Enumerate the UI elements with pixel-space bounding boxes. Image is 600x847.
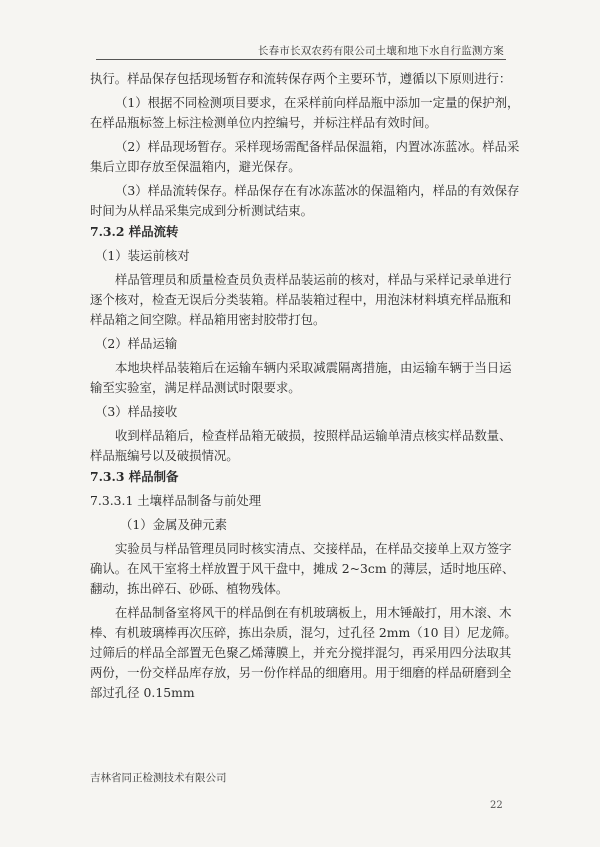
- subsection-title-pre-shipment: （1）装运前核对: [95, 248, 190, 263]
- paragraph-transport: 本地块样品装箱后在运输车辆内采取减震隔离措施，由运输车辆于当日运输至实验室，满足样品测试时限要求。: [90, 360, 512, 395]
- footer-company: 吉林省同正检测技术有限公司: [90, 772, 227, 784]
- paragraph-preservative: （1）根据不同检测项目要求，在采样前向样品瓶中添加一定量的保护剂，在样品瓶标签上标注检测单位内控编号，并标注样品有效时间。: [90, 95, 520, 130]
- paragraph-pre-shipment: 样品管理员和质量检查员负责样品装运前的核对，样品与采样记录单进行逐个核对，检查无误后分类装箱。样品装箱过程中，用泡沫材料填充样品瓶和样品箱之间空隙。样品箱用密封胶带打包。: [90, 272, 512, 327]
- header-title: 长春市长双农药有限公司土壤和地下水自行监测方案: [257, 45, 504, 57]
- subsection-title-metals: （1）金属及砷元素: [120, 517, 228, 532]
- paragraph-preservation-intro: 执行。样品保存包括现场暂存和流转保存两个主要环节，遵循以下原则进行：: [90, 71, 512, 86]
- paragraph-grinding: 在样品制备室将风干的样品倒在有机玻璃板上，用木锤敲打，用木滚、木棒、有机玻璃棒再次压碎，拣出杂质，混匀，过孔径 2mm（10 目）尼龙筛。过筛后的样品全部置无色聚乙烯薄膜上，并充分搅拌混匀，再采用四分法取其两份，一份交样品库存放，另一份作样品的细磨用。用于细磨的样品研磨到全部过孔径 0.15mm: [90, 605, 517, 700]
- section-heading-7-3-2: 7.3.2 样品流转: [90, 224, 179, 239]
- subsection-title-transport: （2）样品运输: [95, 336, 178, 351]
- paragraph-receiving: 收到样品箱后，检查样品箱无破损，按照样品运输单清点核实样品数量、样品瓶编号以及破损情况。: [90, 428, 512, 463]
- section-heading-7-3-3: 7.3.3 样品制备: [90, 469, 179, 484]
- paragraph-air-drying: 实验员与样品管理员同时核实清点、交接样品，在样品交接单上双方签字确认。在风干室将土样放置于风干盘中，摊成 2~3cm 的薄层，适时地压碎、翻动，拣出碎石、砂砾、植物残体。: [90, 541, 515, 596]
- document-body: [90, 69, 522, 703]
- paragraph-onsite-storage: （2）样品现场暂存。采样现场需配备样品保温箱，内置冰冻蓝冰。样品采集后立即存放至保温箱内，避光保存。: [90, 139, 520, 174]
- subsection-title-receiving: （3）样品接收: [95, 404, 178, 419]
- page-number: 22: [490, 800, 503, 811]
- section-heading-7-3-3-1: 7.3.3.1 土壤样品制备与前处理: [90, 493, 262, 508]
- header-divider: [96, 59, 506, 60]
- paragraph-transfer-storage: （3）样品流转保存。样品保存在有冰冻蓝冰的保温箱内，样品的有效保存时间为从样品采集完成到分析测试结束。: [90, 183, 520, 218]
